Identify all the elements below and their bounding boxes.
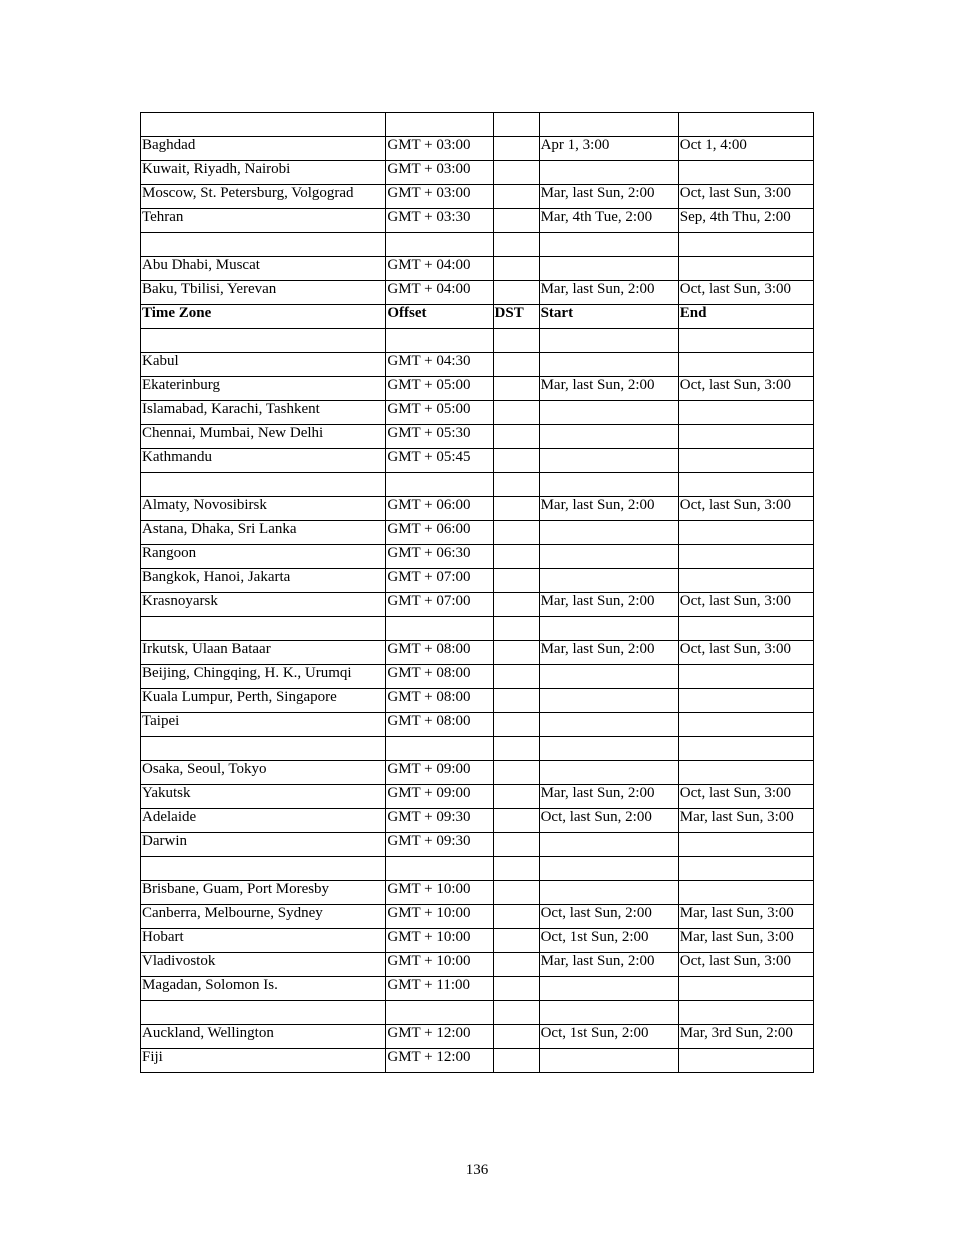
dst-start-cell: Mar, last Sun, 2:00 (539, 281, 678, 305)
time-zone-cell: Baghdad (141, 137, 386, 161)
table-row (141, 1049, 814, 1073)
dst-cell (493, 257, 539, 281)
time-zone-cell: Bangkok, Hanoi, Jakarta (141, 569, 386, 593)
time-zone-cell: Abu Dhabi, Muscat (141, 257, 386, 281)
table-row (141, 257, 814, 281)
dst-cell (493, 161, 539, 185)
dst-end-cell: Oct, last Sun, 3:00 (678, 785, 813, 809)
table-row (141, 785, 814, 809)
table-row (141, 377, 814, 401)
dst-end-cell (678, 425, 813, 449)
table-row (141, 473, 814, 497)
dst-start-cell (539, 881, 678, 905)
offset-cell: GMT + 06:30 (386, 545, 493, 569)
time-zone-cell: Brisbane, Guam, Port Moresby (141, 881, 386, 905)
dst-start-cell (539, 665, 678, 689)
dst-cell (493, 377, 539, 401)
offset-cell: GMT + 03:00 (386, 137, 493, 161)
table-row (141, 449, 814, 473)
dst-end-cell: Oct, last Sun, 3:00 (678, 185, 813, 209)
dst-start-cell: Mar, 4th Tue, 2:00 (539, 209, 678, 233)
table-row (141, 569, 814, 593)
dst-end-cell (678, 665, 813, 689)
dst-cell (493, 401, 539, 425)
column-header-zone: Time Zone (141, 305, 386, 329)
table-row (141, 137, 814, 161)
offset-cell (386, 233, 493, 257)
table-row (141, 641, 814, 665)
dst-end-cell (678, 329, 813, 353)
time-zone-cell: Osaka, Seoul, Tokyo (141, 761, 386, 785)
time-zone-cell: Irkutsk, Ulaan Bataar (141, 641, 386, 665)
dst-start-cell: Oct, last Sun, 2:00 (539, 809, 678, 833)
dst-start-cell: Mar, last Sun, 2:00 (539, 593, 678, 617)
table-row (141, 1001, 814, 1025)
table-row (141, 929, 814, 953)
dst-cell (493, 713, 539, 737)
dst-end-cell: Mar, last Sun, 3:00 (678, 929, 813, 953)
offset-cell (386, 113, 493, 137)
column-header-start: Start (539, 305, 678, 329)
dst-start-cell (539, 521, 678, 545)
dst-end-cell (678, 257, 813, 281)
offset-cell: GMT + 10:00 (386, 953, 493, 977)
time-zone-cell: Krasnoyarsk (141, 593, 386, 617)
dst-start-cell (539, 1001, 678, 1025)
time-zone-cell: Yakutsk (141, 785, 386, 809)
dst-end-cell: Oct, last Sun, 3:00 (678, 593, 813, 617)
offset-cell: GMT + 11:00 (386, 977, 493, 1001)
time-zone-cell: Adelaide (141, 809, 386, 833)
table-row (141, 425, 814, 449)
dst-start-cell (539, 569, 678, 593)
dst-start-cell: Mar, last Sun, 2:00 (539, 641, 678, 665)
time-zone-cell: Almaty, Novosibirsk (141, 497, 386, 521)
table-row (141, 881, 814, 905)
dst-end-cell: Mar, last Sun, 3:00 (678, 809, 813, 833)
table-row (141, 497, 814, 521)
table-row (141, 329, 814, 353)
offset-cell: GMT + 06:00 (386, 521, 493, 545)
offset-cell: GMT + 10:00 (386, 881, 493, 905)
dst-end-cell (678, 977, 813, 1001)
dst-start-cell (539, 233, 678, 257)
dst-start-cell (539, 713, 678, 737)
dst-cell (493, 209, 539, 233)
page-number: 136 (465, 1162, 489, 1178)
time-zone-cell: Islamabad, Karachi, Tashkent (141, 401, 386, 425)
time-zone-cell: Astana, Dhaka, Sri Lanka (141, 521, 386, 545)
dst-start-cell (539, 689, 678, 713)
dst-start-cell: Apr 1, 3:00 (539, 137, 678, 161)
dst-start-cell (539, 449, 678, 473)
dst-start-cell: Oct, 1st Sun, 2:00 (539, 929, 678, 953)
dst-end-cell (678, 233, 813, 257)
dst-end-cell (678, 569, 813, 593)
dst-start-cell (539, 473, 678, 497)
dst-cell (493, 593, 539, 617)
dst-cell (493, 737, 539, 761)
offset-cell: GMT + 09:30 (386, 833, 493, 857)
dst-end-cell: Mar, last Sun, 3:00 (678, 905, 813, 929)
offset-cell: GMT + 03:00 (386, 161, 493, 185)
offset-cell: GMT + 12:00 (386, 1025, 493, 1049)
dst-end-cell: Oct, last Sun, 3:00 (678, 953, 813, 977)
dst-start-cell (539, 329, 678, 353)
dst-cell (493, 641, 539, 665)
dst-start-cell (539, 977, 678, 1001)
table-row (141, 809, 814, 833)
time-zone-cell (141, 737, 386, 761)
time-zone-cell: Fiji (141, 1049, 386, 1073)
dst-cell (493, 809, 539, 833)
dst-end-cell (678, 473, 813, 497)
dst-end-cell (678, 689, 813, 713)
time-zone-cell (141, 617, 386, 641)
table-row (141, 521, 814, 545)
dst-cell (493, 665, 539, 689)
offset-cell: GMT + 06:00 (386, 497, 493, 521)
offset-cell: GMT + 09:00 (386, 761, 493, 785)
dst-start-cell: Mar, last Sun, 2:00 (539, 953, 678, 977)
table-header-row (141, 305, 814, 329)
offset-cell: GMT + 04:30 (386, 353, 493, 377)
dst-cell (493, 233, 539, 257)
time-zone-cell: Tehran (141, 209, 386, 233)
dst-end-cell (678, 1001, 813, 1025)
dst-start-cell (539, 545, 678, 569)
time-zone-cell (141, 233, 386, 257)
table-row (141, 689, 814, 713)
offset-cell (386, 1001, 493, 1025)
dst-cell (493, 1025, 539, 1049)
dst-start-cell (539, 857, 678, 881)
table-row (141, 833, 814, 857)
table-row (141, 713, 814, 737)
dst-start-cell: Mar, last Sun, 2:00 (539, 185, 678, 209)
dst-end-cell: Oct, last Sun, 3:00 (678, 497, 813, 521)
offset-cell (386, 329, 493, 353)
offset-cell: GMT + 05:45 (386, 449, 493, 473)
offset-cell: GMT + 08:00 (386, 641, 493, 665)
dst-start-cell (539, 353, 678, 377)
dst-start-cell (539, 761, 678, 785)
dst-cell (493, 929, 539, 953)
dst-cell (493, 761, 539, 785)
dst-end-cell (678, 713, 813, 737)
column-header-dst: DST (493, 305, 539, 329)
table-row (141, 1025, 814, 1049)
dst-cell (493, 497, 539, 521)
time-zone-cell: Darwin (141, 833, 386, 857)
dst-cell (493, 329, 539, 353)
dst-end-cell: Oct 1, 4:00 (678, 137, 813, 161)
table-row (141, 401, 814, 425)
offset-cell: GMT + 09:30 (386, 809, 493, 833)
time-zone-cell (141, 473, 386, 497)
dst-end-cell (678, 881, 813, 905)
dst-start-cell (539, 1049, 678, 1073)
dst-cell (493, 521, 539, 545)
dst-end-cell (678, 617, 813, 641)
offset-cell: GMT + 07:00 (386, 593, 493, 617)
dst-cell (493, 977, 539, 1001)
dst-end-cell (678, 161, 813, 185)
dst-end-cell: Oct, last Sun, 3:00 (678, 641, 813, 665)
table-row (141, 593, 814, 617)
dst-start-cell (539, 257, 678, 281)
offset-cell: GMT + 08:00 (386, 713, 493, 737)
dst-start-cell (539, 425, 678, 449)
time-zone-table (140, 112, 814, 1073)
dst-cell (493, 1049, 539, 1073)
dst-end-cell (678, 545, 813, 569)
table-row (141, 545, 814, 569)
time-zone-cell: Canberra, Melbourne, Sydney (141, 905, 386, 929)
table-row (141, 905, 814, 929)
offset-cell: GMT + 10:00 (386, 905, 493, 929)
offset-cell: GMT + 08:00 (386, 689, 493, 713)
dst-cell (493, 833, 539, 857)
dst-cell (493, 137, 539, 161)
table-row (141, 977, 814, 1001)
time-zone-cell: Rangoon (141, 545, 386, 569)
dst-end-cell: Sep, 4th Thu, 2:00 (678, 209, 813, 233)
dst-cell (493, 281, 539, 305)
table-row (141, 953, 814, 977)
table-row (141, 737, 814, 761)
dst-end-cell (678, 833, 813, 857)
dst-cell (493, 185, 539, 209)
dst-start-cell (539, 617, 678, 641)
dst-cell (493, 425, 539, 449)
dst-cell (493, 617, 539, 641)
offset-cell: GMT + 09:00 (386, 785, 493, 809)
dst-cell (493, 881, 539, 905)
dst-start-cell (539, 401, 678, 425)
dst-end-cell: Mar, 3rd Sun, 2:00 (678, 1025, 813, 1049)
time-zone-cell (141, 857, 386, 881)
dst-start-cell (539, 737, 678, 761)
dst-start-cell (539, 161, 678, 185)
time-zone-cell: Kabul (141, 353, 386, 377)
table-row (141, 209, 814, 233)
time-zone-cell: Ekaterinburg (141, 377, 386, 401)
dst-end-cell (678, 1049, 813, 1073)
time-zone-cell: Vladivostok (141, 953, 386, 977)
table-row (141, 233, 814, 257)
offset-cell: GMT + 04:00 (386, 281, 493, 305)
offset-cell: GMT + 03:00 (386, 185, 493, 209)
time-zone-table-body (141, 113, 814, 1073)
time-zone-cell (141, 1001, 386, 1025)
dst-end-cell (678, 521, 813, 545)
dst-start-cell (539, 833, 678, 857)
offset-cell: GMT + 05:00 (386, 377, 493, 401)
dst-end-cell (678, 401, 813, 425)
offset-cell: GMT + 07:00 (386, 569, 493, 593)
time-zone-cell: Magadan, Solomon Is. (141, 977, 386, 1001)
offset-cell (386, 737, 493, 761)
dst-cell (493, 569, 539, 593)
time-zone-cell: Kathmandu (141, 449, 386, 473)
dst-end-cell (678, 737, 813, 761)
time-zone-cell: Baku, Tbilisi, Yerevan (141, 281, 386, 305)
time-zone-cell: Chennai, Mumbai, New Delhi (141, 425, 386, 449)
offset-cell: GMT + 05:30 (386, 425, 493, 449)
time-zone-cell: Moscow, St. Petersburg, Volgograd (141, 185, 386, 209)
dst-start-cell: Mar, last Sun, 2:00 (539, 497, 678, 521)
dst-cell (493, 473, 539, 497)
time-zone-cell: Beijing, Chingqing, H. K., Urumqi (141, 665, 386, 689)
dst-cell (493, 689, 539, 713)
time-zone-cell: Kuala Lumpur, Perth, Singapore (141, 689, 386, 713)
dst-start-cell (539, 113, 678, 137)
column-header-end: End (678, 305, 813, 329)
table-row (141, 665, 814, 689)
offset-cell: GMT + 03:30 (386, 209, 493, 233)
time-zone-cell: Taipei (141, 713, 386, 737)
dst-start-cell: Oct, 1st Sun, 2:00 (539, 1025, 678, 1049)
time-zone-cell: Auckland, Wellington (141, 1025, 386, 1049)
dst-end-cell: Oct, last Sun, 3:00 (678, 377, 813, 401)
offset-cell (386, 617, 493, 641)
time-zone-cell (141, 113, 386, 137)
offset-cell: GMT + 05:00 (386, 401, 493, 425)
dst-cell (493, 785, 539, 809)
offset-cell: GMT + 10:00 (386, 929, 493, 953)
column-header-offset: Offset (386, 305, 493, 329)
dst-end-cell (678, 857, 813, 881)
table-row (141, 185, 814, 209)
dst-cell (493, 449, 539, 473)
dst-cell (493, 545, 539, 569)
dst-cell (493, 905, 539, 929)
table-row (141, 281, 814, 305)
dst-end-cell (678, 761, 813, 785)
dst-end-cell (678, 449, 813, 473)
dst-cell (493, 953, 539, 977)
offset-cell: GMT + 08:00 (386, 665, 493, 689)
dst-end-cell (678, 113, 813, 137)
table-row (141, 161, 814, 185)
dst-cell (493, 353, 539, 377)
dst-end-cell: Oct, last Sun, 3:00 (678, 281, 813, 305)
table-row (141, 761, 814, 785)
dst-cell (493, 113, 539, 137)
offset-cell (386, 473, 493, 497)
time-zone-cell (141, 329, 386, 353)
dst-start-cell: Mar, last Sun, 2:00 (539, 377, 678, 401)
table-row (141, 857, 814, 881)
table-row (141, 617, 814, 641)
dst-cell (493, 1001, 539, 1025)
dst-start-cell: Mar, last Sun, 2:00 (539, 785, 678, 809)
dst-cell (493, 857, 539, 881)
time-zone-cell: Hobart (141, 929, 386, 953)
time-zone-cell: Kuwait, Riyadh, Nairobi (141, 161, 386, 185)
table-row (141, 353, 814, 377)
table-row (141, 113, 814, 137)
dst-start-cell: Oct, last Sun, 2:00 (539, 905, 678, 929)
dst-end-cell (678, 353, 813, 377)
offset-cell (386, 857, 493, 881)
offset-cell: GMT + 12:00 (386, 1049, 493, 1073)
offset-cell: GMT + 04:00 (386, 257, 493, 281)
